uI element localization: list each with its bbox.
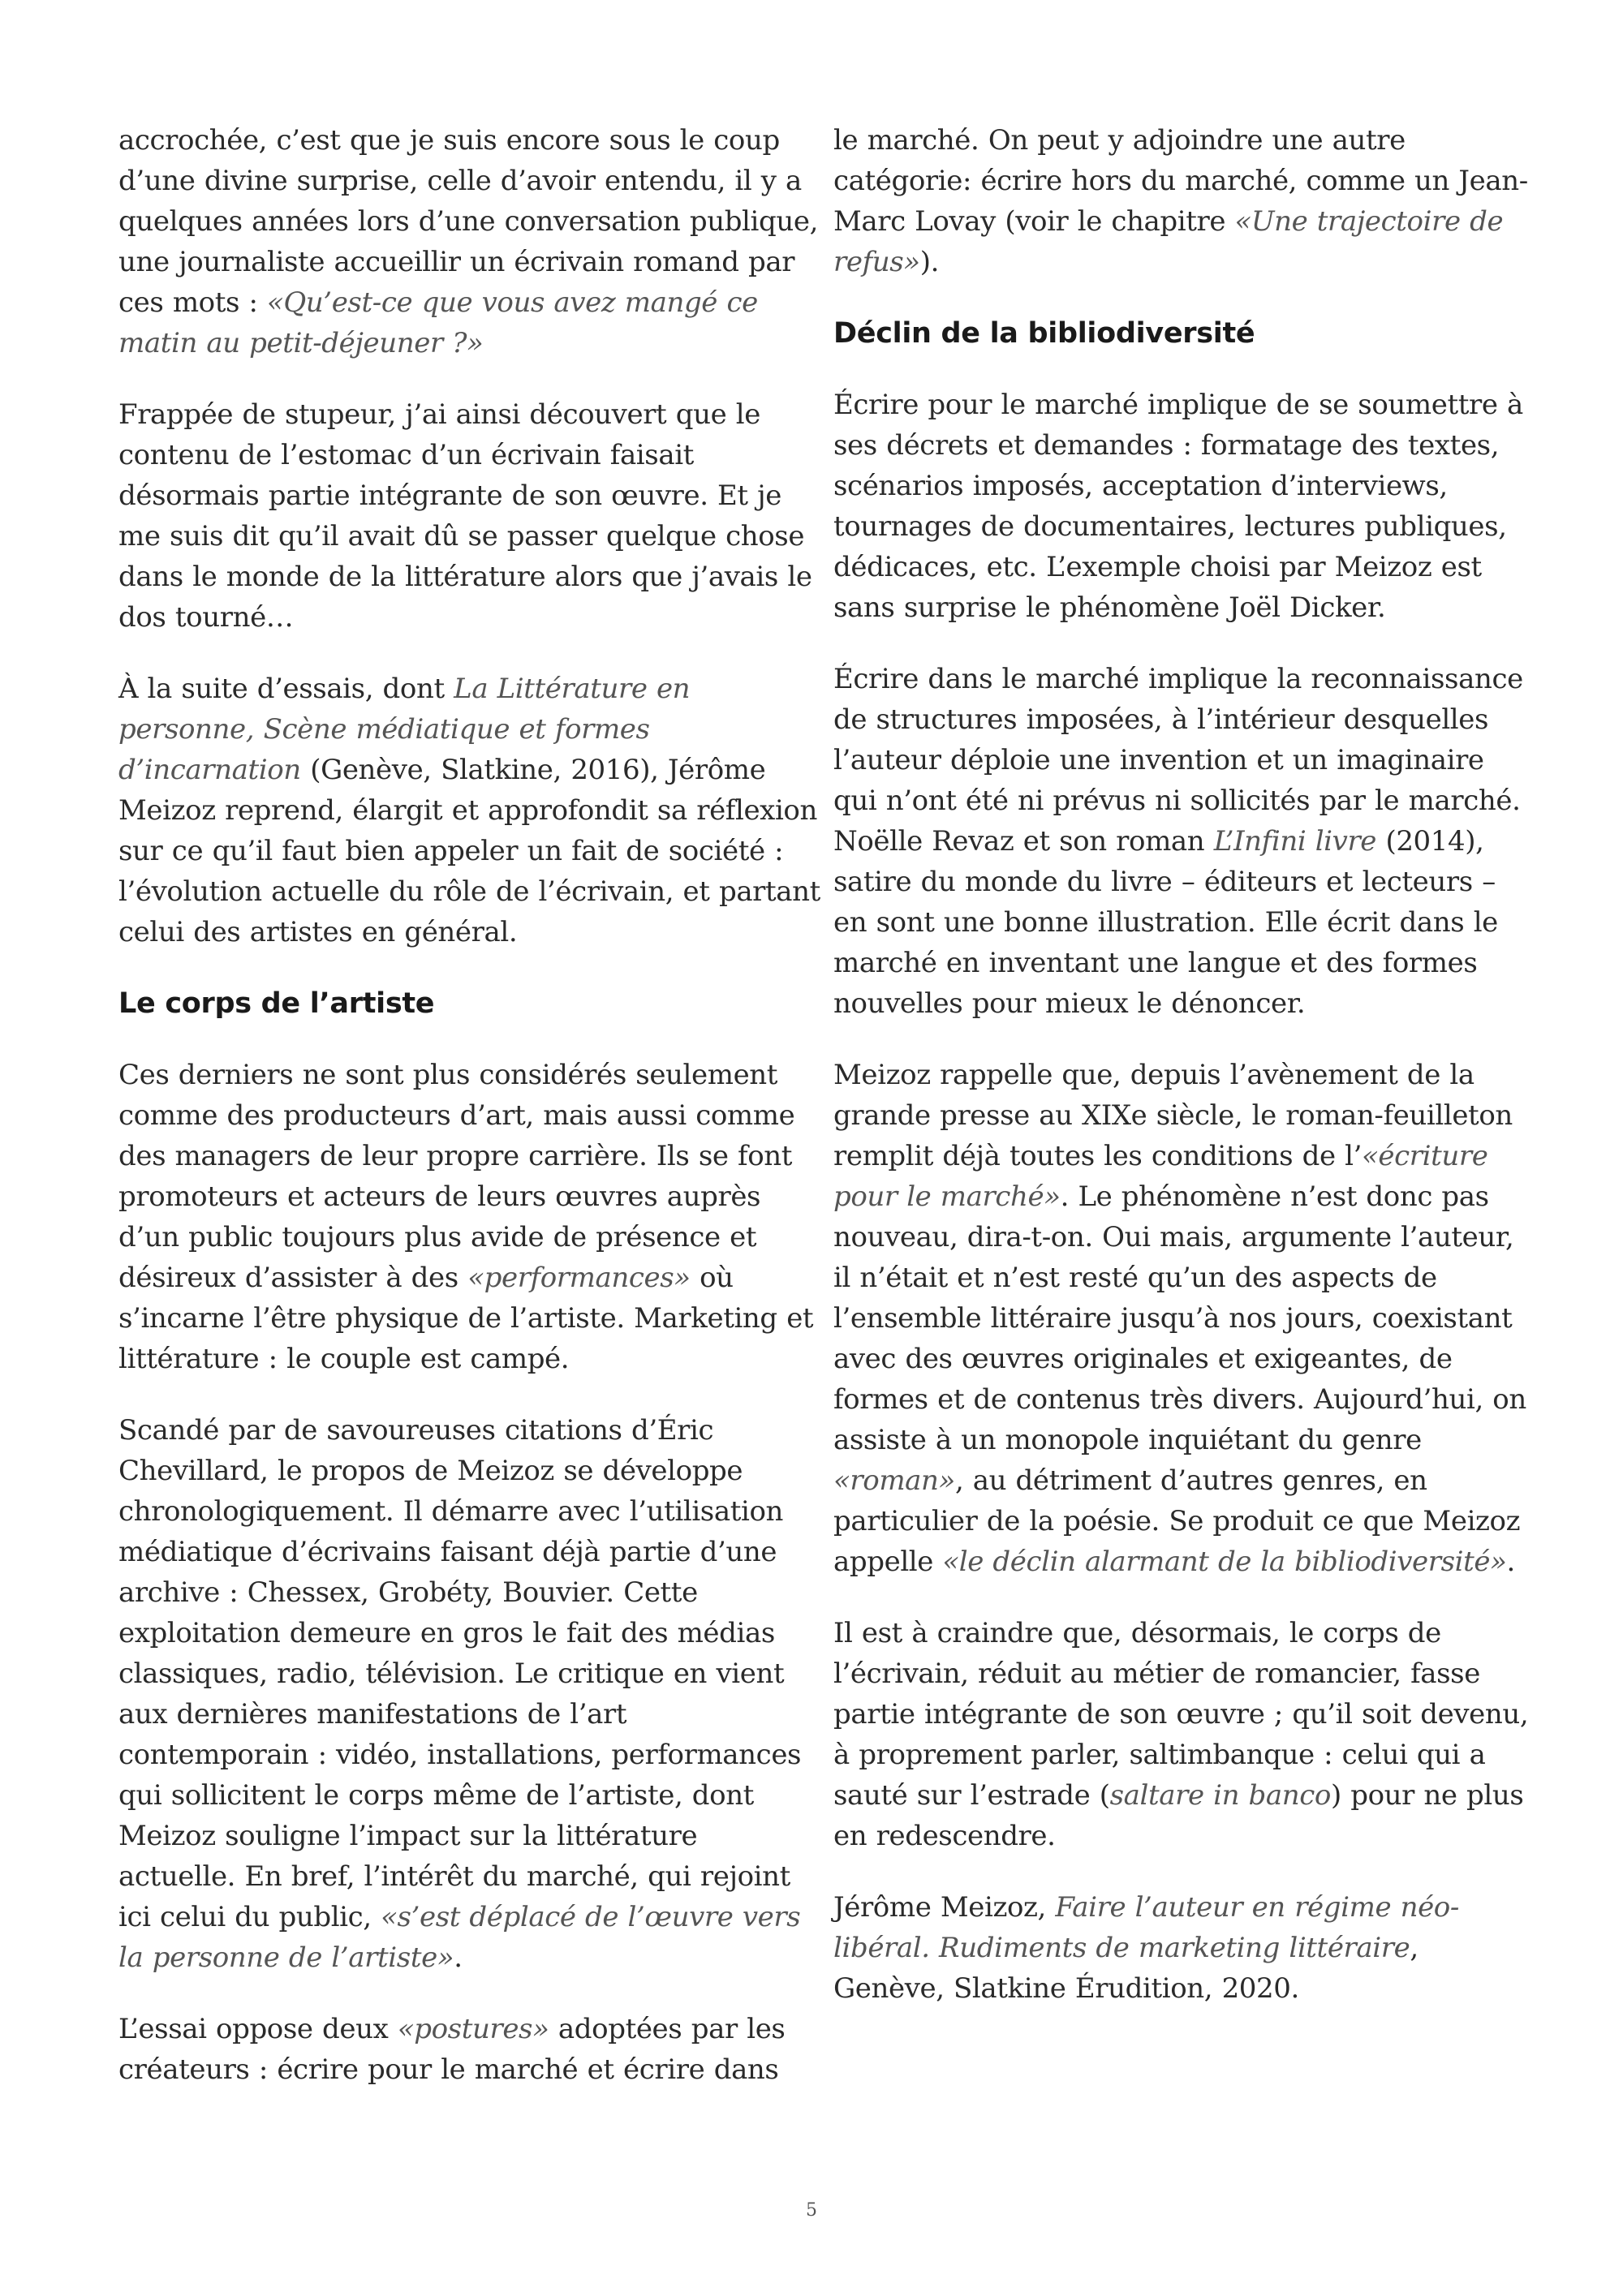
paragraph: L’essai oppose deux «postures» adoptées par les créateurs : écrire pour le marché et écrire dans xyxy=(118,2013,786,2086)
quote: «s’est déplacé de l’œuvre vers la personne de l’artiste» xyxy=(118,1901,801,1974)
paragraph: accrochée, c’est que je suis encore sous le coup d’une divine surprise, celle d’avoir entendu, il y a quelques années lors d’une conversation publique, une journaliste accueillir un écrivain romand par ces mots : «Qu’est-ce que vous avez mangé ce matin au petit-déjeuner ?» xyxy=(118,124,818,359)
quote: «écriture pour le marché» xyxy=(833,1140,1488,1213)
paragraph: le marché. On peut y adjoindre une autre catégorie: écrire hors du marché, comme un Jean-Marc Lovay (voir le chapitre «Une trajectoire de refus»). xyxy=(833,124,1528,278)
paragraph: À la suite d’essais, dont La Littérature en personne, Scène médiatique et formes d’incarnation (Genève, Slatkine, 2016), Jérôme Meizoz reprend, élargit et approfondit sa réflexion sur ce qu’il faut bien appeler un fait de société : l’évolution actuelle du rôle de l’écrivain, et partant celui des artistes en général. xyxy=(118,673,820,948)
paragraph: Écrire pour le marché implique de se soumettre à ses décrets et demandes : formatage des textes, scénarios imposés, acceptation d’interviews, tournages de documentaires, lectures publiques, dédicaces, etc. L’exemple choisi par Meizoz est sans surprise le phénomène Joël Dicker. xyxy=(833,389,1523,624)
right-column xyxy=(833,120,1535,2040)
quote: «performances» xyxy=(467,1262,691,1294)
book-title: L’Infini livre xyxy=(1213,825,1377,858)
book-title: La Littérature en personne, Scène médiatique et formes d’incarnation xyxy=(118,673,691,786)
section-heading: Déclin de la bibliodiversité xyxy=(833,317,1255,350)
paragraph: Écrire dans le marché implique la reconnaissance de structures imposées, à l’intérieur desquelles l’auteur déploie une invention et un imaginaire qui n’ont été ni prévus ni sollicités par le marché. Noëlle Revaz et son roman L’Infini livre (2014), satire du monde du livre – éditeurs et lecteurs – en sont une bonne illustration. Elle écrit dans le marché en inventant une langue et des formes nouvelles pour mieux le dénoncer. xyxy=(833,663,1523,1020)
paragraph: Scandé par de savoureuses citations d’Éric Chevillard, le propos de Meizoz se développe chronologiquement. Il démarre avec l’utilisation médiatique d’écrivains faisant déjà partie d’une archive : Chessex, Grobéty, Bouvier. Cette exploitation demeure en gros le fait des médias classiques, radio, télévision. Le critique en vient aux dernières manifestations de l’art contemporain : vidéo, installations, performances qui sollicitent le corps même de l’artiste, dont Meizoz souligne l’impact sur la littérature actuelle. En bref, l’intérêt du marché, qui rejoint ici celui du public, «s’est déplacé de l’œuvre vers la personne de l’artiste». xyxy=(118,1414,802,1974)
section-heading: Le corps de l’artiste xyxy=(118,987,435,1020)
page-number: 5 xyxy=(806,2200,817,2221)
quote: «roman» xyxy=(833,1464,955,1497)
quote: «Qu’est-ce que vous avez mangé ce matin au petit-déjeuner ?» xyxy=(118,286,758,359)
paragraph: Frappée de stupeur, j’ai ainsi découvert que le contenu de l’estomac d’un écrivain faisait désormais partie intégrante de son œuvre. Et je me suis dit qu’il avait dû se passer quelque chose dans le monde de la littérature alors que j’avais le dos tourné… xyxy=(118,398,812,634)
paragraph: Ces derniers ne sont plus considérés seulement comme des producteurs d’art, mais aussi comme des managers de leur propre carrière. Ils se font promoteurs et acteurs de leurs œuvres auprès d’un public toujours plus avide de présence et désireux d’assister à des «performances» où s’incarne l’être physique de l’artiste. Marketing et littérature : le couple est campé. xyxy=(118,1059,814,1375)
quote: «le déclin alarmant de la bibliodiversité» xyxy=(942,1546,1507,1578)
book-title: Faire l’auteur en régime néo-libéral. Rudiments de marketing littéraire xyxy=(833,1891,1459,1964)
paragraph: Il est à craindre que, désormais, le corps de l’écrivain, réduit au métier de romancier, fasse partie intégrante de son œuvre ; qu’il soit devenu, à proprement parler, saltimbanque : celui qui a sauté sur l’estrade (saltare in banco) pour ne plus en redescendre. xyxy=(833,1617,1529,1852)
bibliographic-reference: Jérôme Meizoz, Faire l’auteur en régime néo-libéral. Rudiments de marketing littéraire, Genève, Slatkine Érudition, 2020. xyxy=(833,1891,1459,2005)
quote: «postures» xyxy=(397,2013,549,2045)
latin-phrase: saltare in banco xyxy=(1109,1779,1331,1812)
quote: «Une trajectoire de refus» xyxy=(833,205,1504,278)
left-column xyxy=(118,120,820,2121)
paragraph: Meizoz rappelle que, depuis l’avènement de la grande presse au XIXe siècle, le roman-feuilleton remplit déjà toutes les conditions de l’«écriture pour le marché». Le phénomène n’est donc pas nouveau, dira-t-on. Oui mais, argumente l’auteur, il n’était et n’est resté qu’un des aspects de l’ensemble littéraire jusqu’à nos jours, coexistant avec des œuvres originales et exigeantes, de formes et de contenus très divers. Aujourd’hui, on assiste à un monopole inquiétant du genre «roman», au détriment d’autres genres, en particulier de la poésie. Se produit ce que Meizoz appelle «le déclin alarmant de la bibliodiversité». xyxy=(833,1059,1526,1578)
